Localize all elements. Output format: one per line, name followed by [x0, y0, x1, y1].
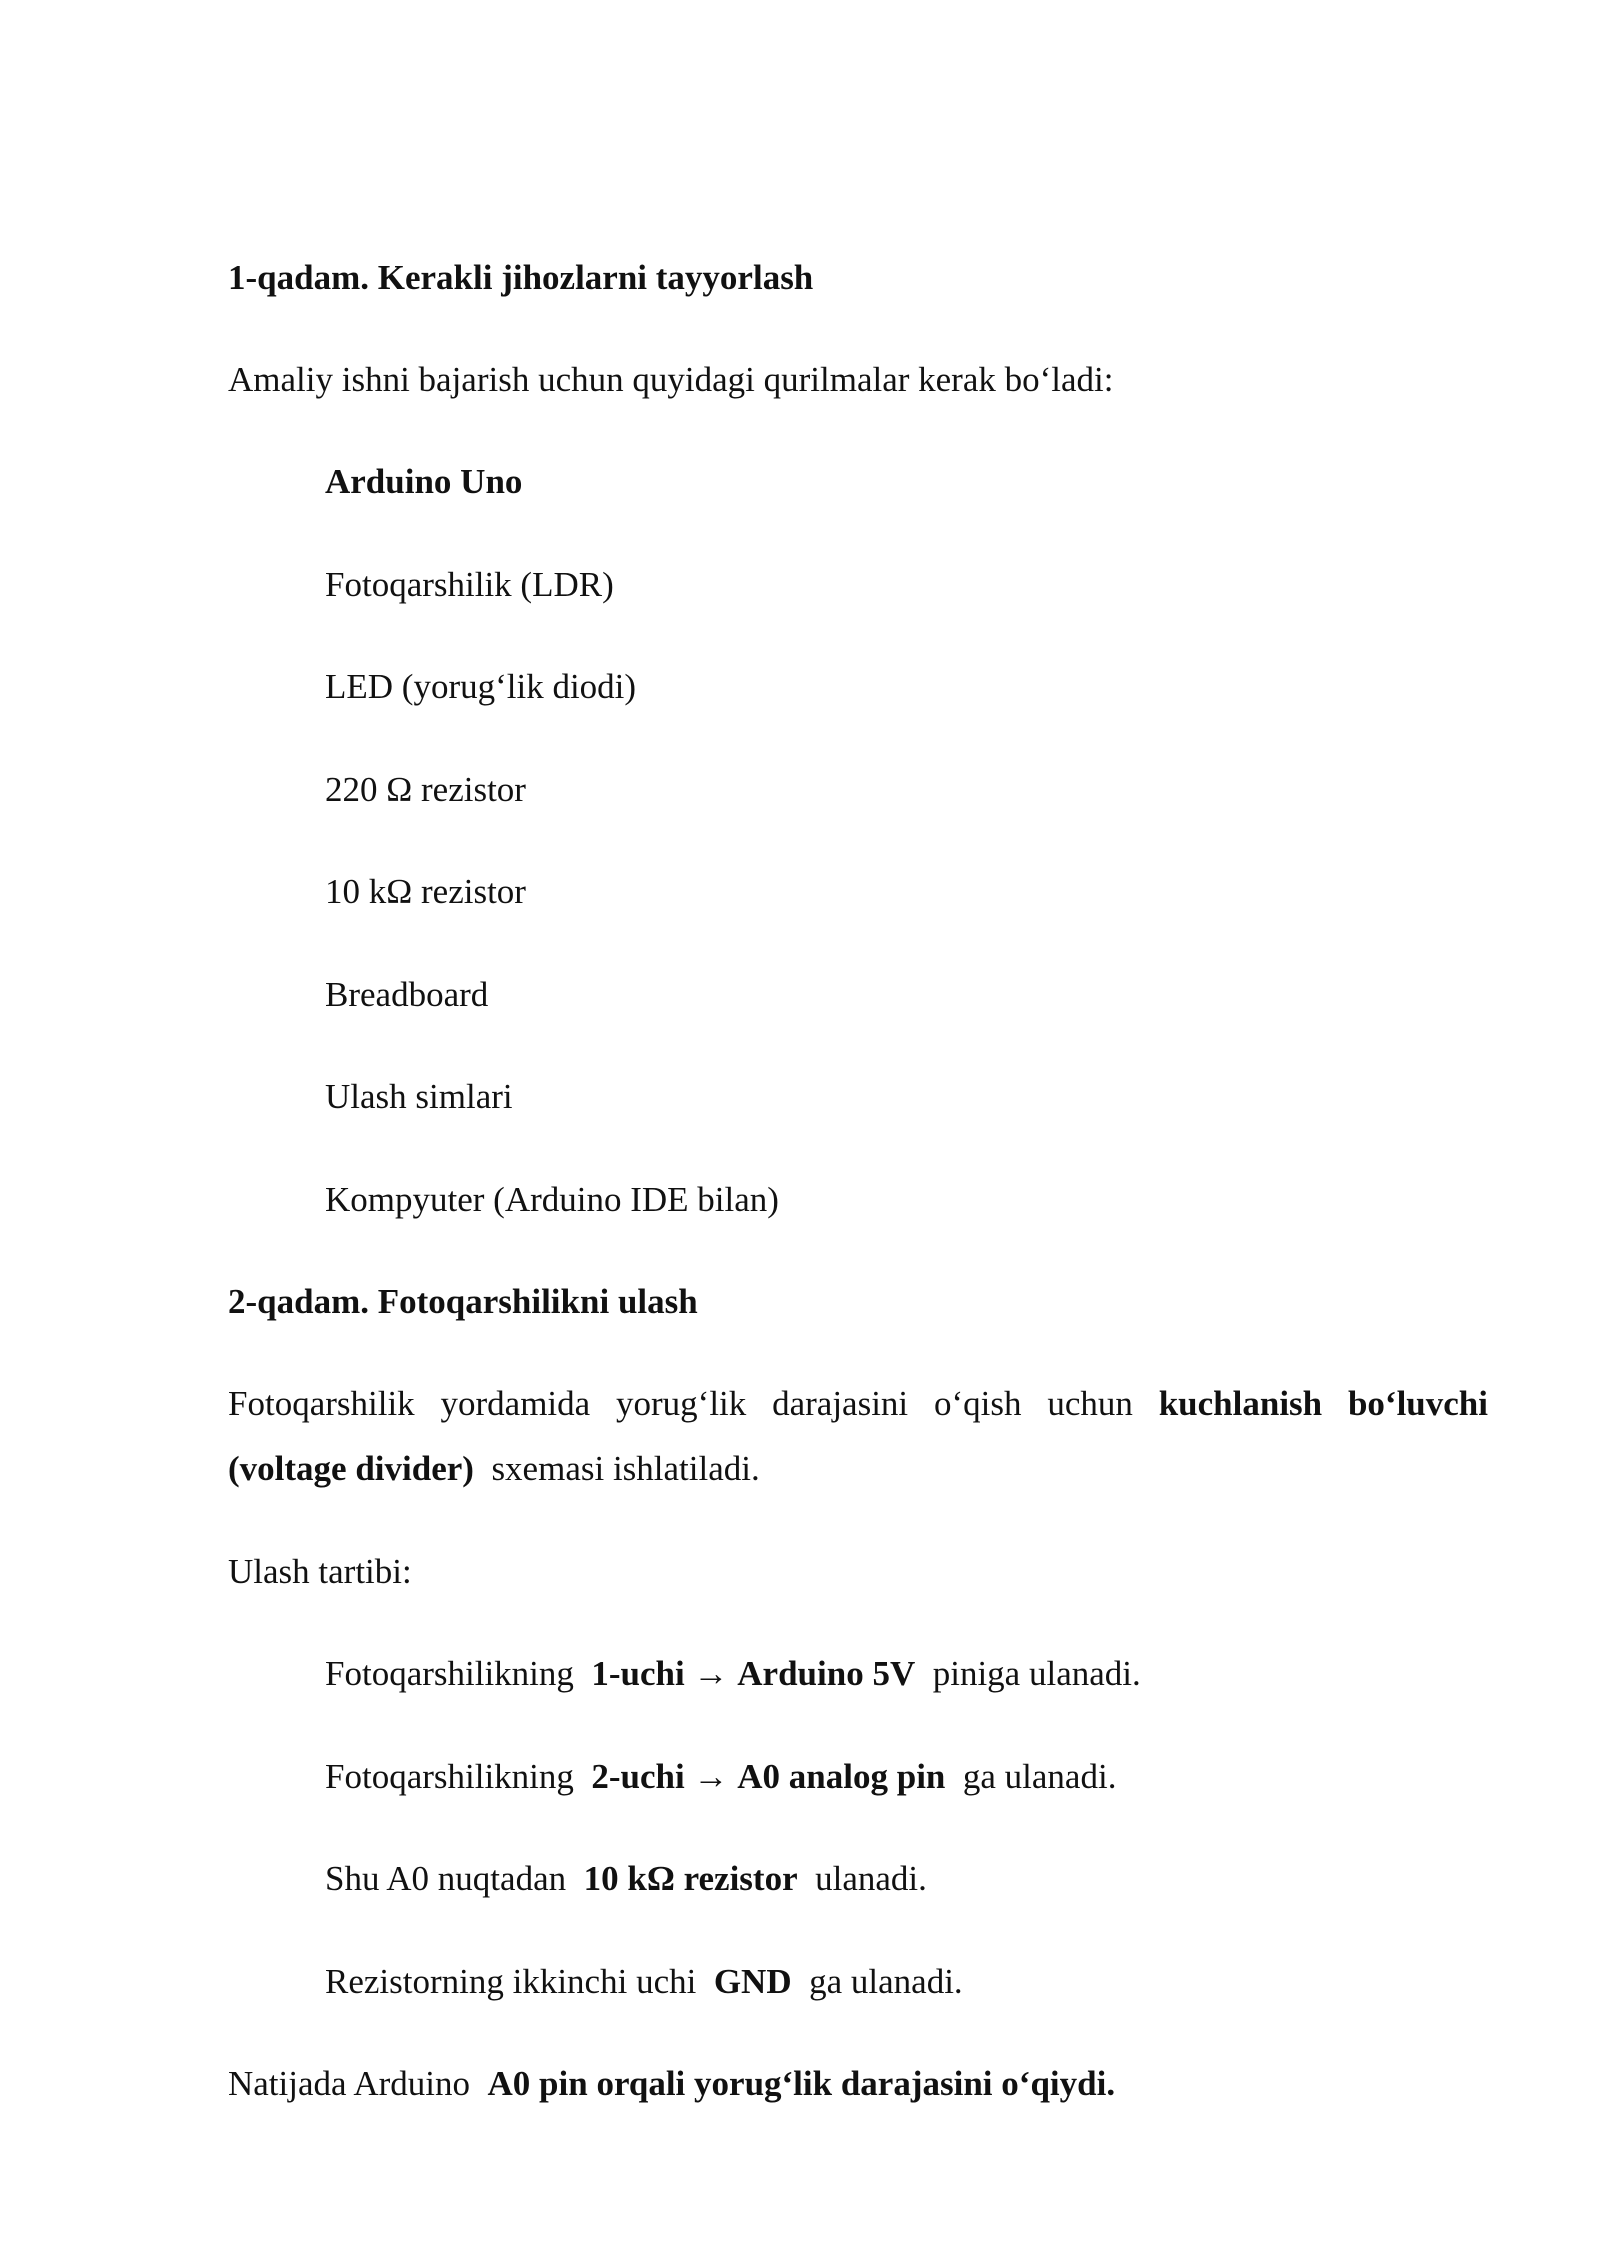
step-text: Fotoqarshilikning — [325, 1654, 574, 1693]
equipment-item: Breadboard — [325, 975, 489, 1014]
paragraph-bold-term: kuchlanish bo‘luvchi — [1158, 1384, 1489, 1423]
connection-step — [325, 1755, 1116, 1799]
equipment-item: Arduino Uno — [325, 462, 523, 501]
step2-paragraph-line1 — [228, 1382, 1488, 1426]
step-text: Fotoqarshilikning — [325, 1757, 574, 1796]
equipment-item: Fotoqarshilik (LDR) — [325, 565, 614, 604]
step-text: ga ulanadi. — [962, 1757, 1117, 1796]
step1-intro: Amaliy ishni bajarish uchun quyidagi qurilmalar kerak bo‘ladi: — [228, 360, 1114, 399]
step-bold: 1-uchi — [591, 1654, 685, 1693]
step-text: Shu A0 nuqtadan — [325, 1859, 567, 1898]
step1-heading: 1-qadam. Kerakli jihozlarni tayyorlash — [228, 258, 814, 297]
paragraph-text: sxemasi ishlatiladi. — [491, 1449, 760, 1488]
step-bold: 2-uchi — [591, 1757, 685, 1796]
paragraph-bold-term: (voltage divider) — [228, 1449, 474, 1488]
connection-step — [325, 1652, 1141, 1696]
paragraph-text: Fotoqarshilik yordamida yorug‘lik darajasini o‘qish uchun — [228, 1384, 1133, 1423]
step-bold: Arduino 5V — [737, 1654, 916, 1693]
arrow-icon: → — [693, 1757, 729, 1796]
connection-step — [325, 1857, 927, 1901]
step2-heading: 2-qadam. Fotoqarshilikni ulash — [228, 1282, 698, 1321]
step-bold: 10 kΩ rezistor — [583, 1859, 798, 1898]
connection-step — [325, 1960, 963, 2004]
equipment-item: Kompyuter (Arduino IDE bilan) — [325, 1180, 779, 1219]
result-sentence — [228, 2062, 1115, 2106]
result-bold: A0 pin orqali yorug‘lik darajasini o‘qiydi. — [487, 2064, 1116, 2103]
step-text: Rezistorning ikkinchi uchi — [325, 1962, 697, 2001]
arrow-icon: → — [693, 1654, 729, 1693]
step-bold: GND — [713, 1962, 792, 2001]
step-text: ga ulanadi. — [809, 1962, 963, 2001]
step-text: ulanadi. — [815, 1859, 927, 1898]
step-text: piniga ulanadi. — [932, 1654, 1141, 1693]
equipment-item: Ulash simlari — [325, 1077, 513, 1116]
equipment-item: 10 kΩ rezistor — [325, 872, 526, 911]
step-bold: A0 analog pin — [737, 1757, 946, 1796]
connection-order-label: Ulash tartibi: — [228, 1552, 412, 1591]
equipment-item: 220 Ω rezistor — [325, 770, 526, 809]
step2-paragraph-line2 — [228, 1447, 760, 1491]
equipment-item: LED (yorug‘lik diodi) — [325, 667, 637, 706]
result-text: Natijada Arduino — [228, 2064, 471, 2103]
